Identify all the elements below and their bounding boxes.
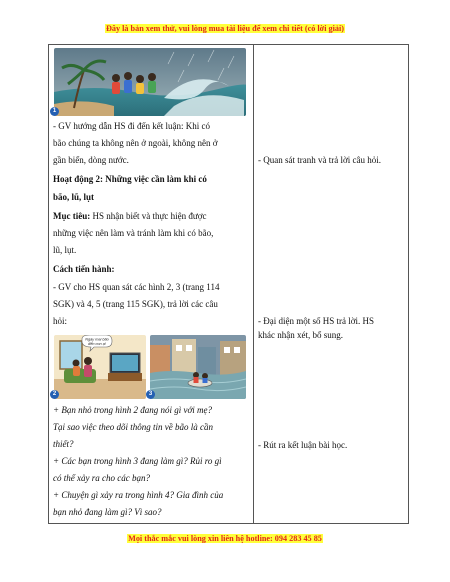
- activity-title-line-1: Hoạt động 2: Những việc cần làm khi có: [53, 174, 207, 184]
- question-1-line-3: thiết?: [53, 439, 74, 449]
- conclusion-line-1: - GV hướng dẫn HS đi đến kết luận: Khi có: [53, 121, 210, 131]
- response-conclusion: - Rút ra kết luận bài học.: [258, 440, 348, 450]
- svg-text:Ngày mai bão: Ngày mai bão: [85, 337, 109, 342]
- response-represent-line-2: khác nhận xét, bổ sung.: [258, 330, 343, 340]
- flood-illustration: [150, 335, 246, 399]
- tv-room-illustration: [54, 335, 146, 399]
- figure-1-badge: 1: [50, 107, 59, 116]
- response-represent-line-1: - Đại diện một số HS trả lời. HS: [258, 316, 375, 326]
- method-line-2: SGK) và 4, 5 (trang 115 SGK), trả lời các câu: [53, 299, 218, 309]
- hotline-footer: Mọi thắc mắc vui lòng xin liên hệ hotline: 094 283 45 85: [128, 534, 322, 543]
- lesson-table: [48, 44, 409, 524]
- storm-illustration: [54, 48, 246, 116]
- conclusion-line-3: gần biển, dòng nước.: [53, 155, 129, 165]
- goal-text: HS nhận biết và thực hiện được: [90, 211, 207, 221]
- goal-line-2: những việc nên làm và tránh làm khi có bão,: [53, 228, 214, 238]
- question-2-line-2: có thể xảy ra cho các bạn?: [53, 473, 150, 483]
- method-line-1: - GV cho HS quan sát các hình 2, 3 (trang 114: [53, 282, 220, 292]
- question-3-line-1: + Chuyện gì xảy ra trong hình 4? Gia đình của: [53, 490, 224, 500]
- method-label: Cách tiến hành:: [53, 264, 115, 274]
- teacher-activities-cell: [49, 45, 254, 524]
- question-2-line-1: + Các bạn trong hình 3 đang làm gì? Rủi ro gì: [53, 456, 222, 466]
- response-observe: - Quan sát tranh và trả lời câu hỏi.: [258, 155, 381, 165]
- conclusion-line-2: bão chúng ta không nên ở ngoài, không nên ở: [53, 138, 218, 148]
- question-1-line-1: + Bạn nhỏ trong hình 2 đang nói gì với mẹ?: [53, 405, 213, 415]
- goal-line-3: lũ, lụt.: [53, 245, 77, 255]
- figure-3-badge: 3: [146, 390, 155, 399]
- question-1-line-2: Tại sao việc theo dõi thông tin về bão là cần: [53, 422, 213, 432]
- goal-label: Mục tiêu:: [53, 211, 91, 221]
- method-line-3: hỏi:: [53, 316, 68, 326]
- activity-title-line-2: bão, lũ, lụt: [53, 192, 95, 202]
- question-3-line-2: bạn nhỏ đang làm gì? Vì sao?: [53, 507, 162, 517]
- figure-2-badge: 2: [50, 390, 59, 399]
- preview-notice: Đây là bản xem thử, vui lòng mua tài liệu để xem chi tiết (có lời giải): [105, 24, 344, 33]
- student-activities-cell: [254, 45, 409, 524]
- goal-line-1: [53, 208, 251, 226]
- svg-text:đến con ạ!: đến con ạ!: [88, 342, 106, 346]
